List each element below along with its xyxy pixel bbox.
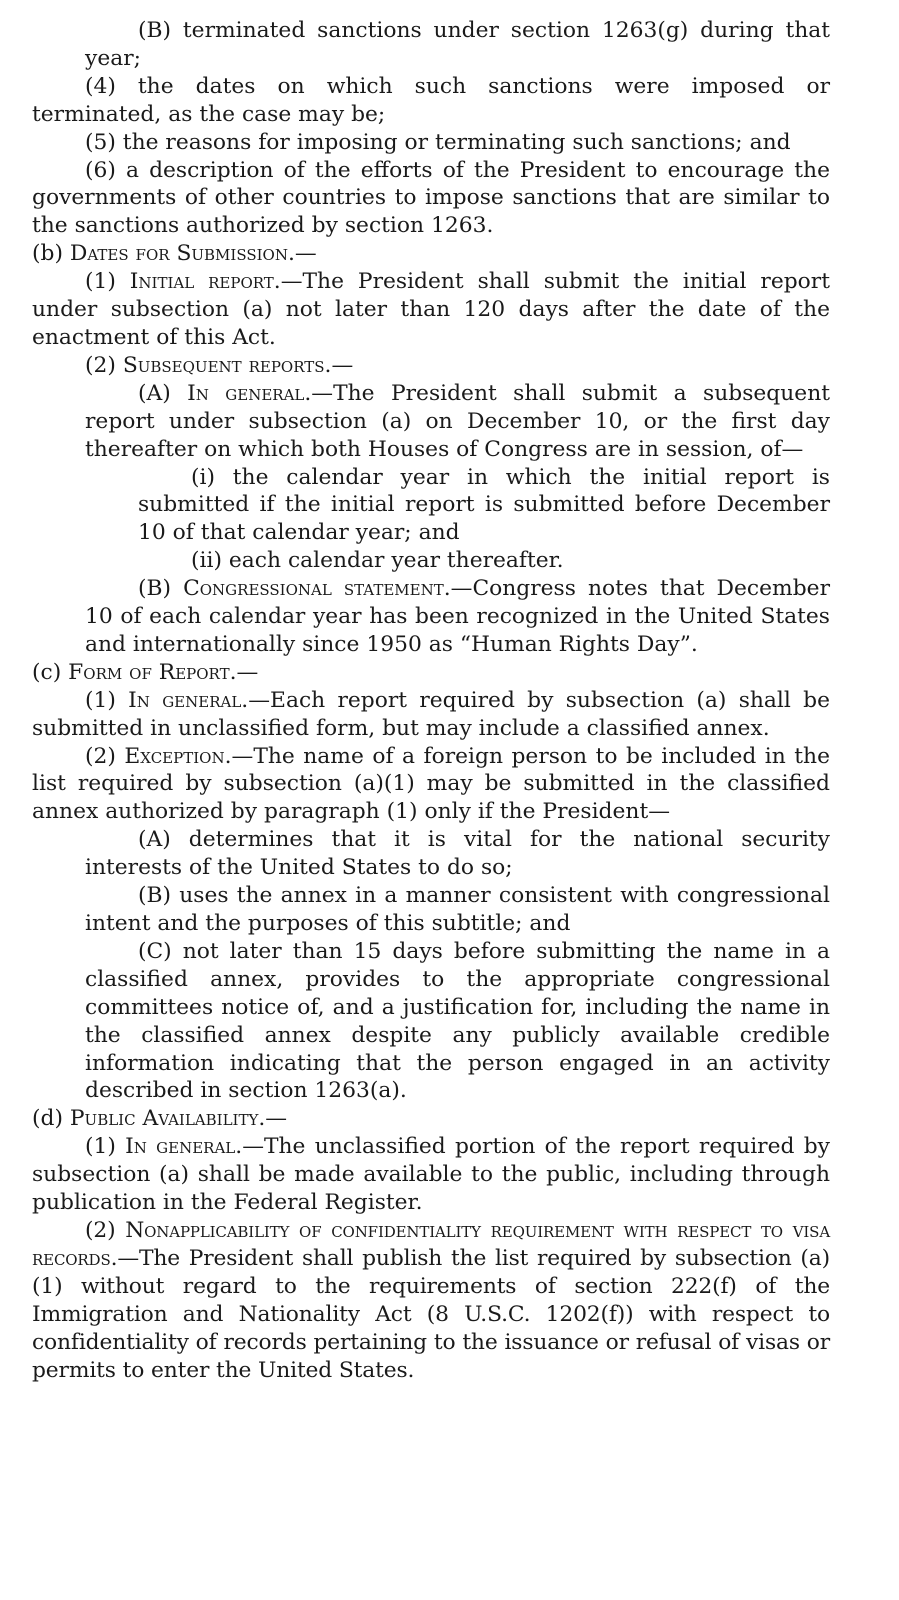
block-text: —The President shall submit the initial report under subsection (a) not later than 120 days after the date of the enactment of this Act. bbox=[32, 269, 830, 350]
paragraph-5-reasons bbox=[32, 129, 830, 157]
block-text: (5) the reasons for imposing or terminating such sanctions; and bbox=[85, 129, 791, 155]
legislative-text-page bbox=[32, 17, 830, 1384]
block-lead: (B) bbox=[138, 576, 184, 602]
block-text: —The President shall submit a subsequent report under subsection (a) on December 10, or the first day thereafter on which both Houses of Congress are in session, of— bbox=[85, 380, 830, 462]
paragraph-2-subsequent-reports bbox=[32, 352, 830, 380]
section-heading: In general. bbox=[128, 687, 249, 713]
paragraph-6-description bbox=[32, 157, 830, 241]
paragraph-2-exception bbox=[32, 743, 830, 827]
block-text: (B) uses the annex in a manner consistent with congressional intent and the purposes of this subtitle; and bbox=[85, 883, 830, 936]
block-lead: (d) bbox=[32, 1106, 70, 1132]
block-lead: (2) bbox=[85, 1217, 126, 1243]
block-lead: (2) bbox=[85, 352, 123, 378]
clause-i-calendar-year bbox=[32, 464, 830, 548]
paragraph-2-nonapplicability bbox=[32, 1217, 830, 1384]
section-heading: Nonapplicability of confidentiality requirement with respect to visa records. bbox=[32, 1217, 830, 1271]
section-heading: In general. bbox=[187, 380, 312, 406]
subparagraph-b-terminated-sanctions bbox=[32, 17, 830, 73]
block-text: — bbox=[236, 659, 259, 685]
section-heading: Form of Report. bbox=[68, 659, 237, 685]
subsection-d-heading bbox=[32, 1105, 830, 1133]
block-text: (A) determines that it is vital for the national security interests of the United States to do so; bbox=[85, 827, 830, 881]
block-text: — bbox=[331, 352, 354, 378]
block-lead: (c) bbox=[32, 659, 69, 685]
subparagraph-b-uses-annex bbox=[32, 882, 830, 938]
subparagraph-c-notice bbox=[32, 938, 830, 1105]
block-lead: (1) bbox=[85, 269, 130, 295]
block-text: —The name of a foreign person to be included in the list required by subsection (a)(1) may be submitted in the classified annex authorized by paragraph (1) only if the President— bbox=[32, 743, 830, 825]
paragraph-1-in-general-form bbox=[32, 687, 830, 743]
paragraph-1-initial-report bbox=[32, 268, 830, 352]
clause-ii-each-year bbox=[32, 547, 830, 575]
paragraph-1-in-general-public bbox=[32, 1133, 830, 1217]
block-text: —The unclassified portion of the report required by subsection (a) shall be made available to the public, including through publication in the Federal Register. bbox=[32, 1134, 830, 1216]
block-text: (4) the dates on which such sanctions were imposed or terminated, as the case may be; bbox=[32, 73, 830, 127]
section-heading: Initial report. bbox=[129, 269, 281, 295]
block-text: — bbox=[294, 241, 317, 267]
subparagraph-a-in-general bbox=[32, 380, 830, 464]
section-heading: Dates for Submission. bbox=[69, 241, 295, 267]
section-heading: Exception. bbox=[124, 743, 232, 769]
block-text: —Congress notes that December 10 of each calendar year has been recognized in the United States and internationally since 1950 as “Human Rights Day”. bbox=[85, 576, 830, 657]
block-lead: (1) bbox=[85, 687, 129, 713]
block-lead: (2) bbox=[85, 743, 125, 769]
block-lead: (b) bbox=[32, 241, 70, 267]
block-text: (6) a description of the efforts of the President to encourage the governments of other countries to impose sanctions that are similar to the sanctions authorized by section 1263. bbox=[32, 157, 830, 239]
block-text: (C) not later than 15 days before submitting the name in a classified annex, provides to the appropriate congressional committees notice of, and a justification for, including the name in the classified annex despite any publicly available credible information indicating that the person engaged in an activity described in section 1263(a). bbox=[85, 938, 830, 1104]
section-heading: Subsequent reports. bbox=[122, 352, 332, 378]
subsection-c-heading bbox=[32, 659, 830, 687]
block-text: —Each report required by subsection (a) shall be submitted in unclassified form, but may include a classified annex. bbox=[32, 687, 830, 741]
subsection-b-heading bbox=[32, 240, 830, 268]
block-text: — bbox=[265, 1106, 288, 1132]
block-text: —The President shall publish the list required by subsection (a)(1) without regard to the requirements of section 222(f) of the Immigration and Nationality Act (8 U.S.C. 1202(f)) with respect to confidentiality of records pertaining to the issuance or refusal of visas or permits to enter the United States. bbox=[32, 1245, 830, 1383]
block-lead: (A) bbox=[138, 380, 188, 406]
section-heading: Congressional statement. bbox=[183, 576, 451, 602]
paragraph-4-dates bbox=[32, 73, 830, 129]
block-lead: (1) bbox=[85, 1134, 126, 1160]
section-heading: In general. bbox=[125, 1134, 243, 1160]
section-heading: Public Availability. bbox=[69, 1106, 266, 1132]
block-text: (ii) each calendar year thereafter. bbox=[191, 548, 564, 574]
block-text: (B) terminated sanctions under section 1263(g) during that year; bbox=[85, 18, 830, 71]
subparagraph-a-determines bbox=[32, 826, 830, 882]
subparagraph-b-congressional-statement bbox=[32, 575, 830, 659]
block-text: (i) the calendar year in which the initial report is submitted if the initial report is submitted before December 10 of that calendar year; and bbox=[138, 464, 830, 546]
